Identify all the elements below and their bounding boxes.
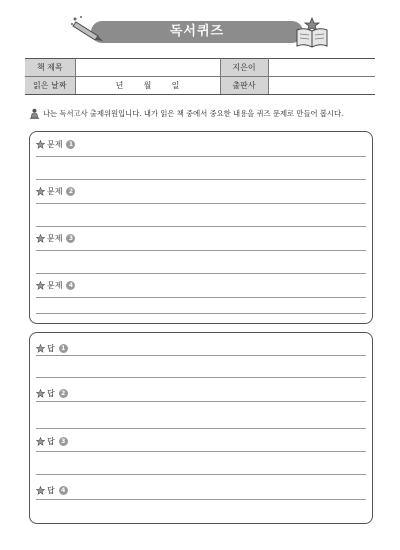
write-line[interactable] xyxy=(36,451,366,452)
table-row xyxy=(25,59,375,77)
write-line[interactable] xyxy=(36,297,366,298)
publisher-field[interactable] xyxy=(268,77,375,95)
author-label: 지은이 xyxy=(220,59,268,77)
instruction-text: 나는 독서고사 출제위원입니다. 내가 읽은 책 중에서 중요한 내용을 퀴즈 문제로 만들어 봅시다. xyxy=(43,108,344,118)
book-title-label: 책 제목 xyxy=(25,59,75,77)
read-date-field[interactable] xyxy=(75,77,220,95)
question-number: 3 xyxy=(66,234,75,243)
answer-item-2 xyxy=(36,388,68,399)
answer-number: 1 xyxy=(59,344,68,353)
star-icon xyxy=(36,486,45,495)
page-title: 독서퀴즈 xyxy=(169,24,225,39)
write-line[interactable] xyxy=(36,401,366,402)
question-number: 1 xyxy=(66,140,75,149)
question-item-1 xyxy=(36,139,75,150)
write-line[interactable] xyxy=(36,273,366,274)
answer-item-4 xyxy=(36,485,68,496)
star-icon xyxy=(36,389,45,398)
question-item-2 xyxy=(36,186,75,197)
instruction xyxy=(29,108,343,119)
read-date-label: 읽은 날짜 xyxy=(25,77,75,95)
month-label: 월 xyxy=(143,81,152,90)
questions-box xyxy=(29,131,373,324)
write-line[interactable] xyxy=(36,203,366,204)
day-label: 일 xyxy=(171,81,180,90)
answer-number: 2 xyxy=(59,389,68,398)
write-line[interactable] xyxy=(36,474,366,475)
star-icon xyxy=(36,140,45,149)
question-label: 문제 xyxy=(47,187,63,196)
title-banner xyxy=(91,21,303,43)
person-icon xyxy=(29,108,40,119)
year-label: 년 xyxy=(115,81,124,90)
star-icon xyxy=(36,187,45,196)
answer-number: 3 xyxy=(59,437,68,446)
author-field[interactable] xyxy=(268,59,375,77)
star-icon xyxy=(36,344,45,353)
write-line[interactable] xyxy=(36,499,366,500)
question-label: 문제 xyxy=(47,234,63,243)
star-icon xyxy=(36,281,45,290)
write-line[interactable] xyxy=(36,179,366,180)
answer-number: 4 xyxy=(59,486,68,495)
star-icon xyxy=(36,437,45,446)
question-item-4 xyxy=(36,280,75,291)
answer-item-1 xyxy=(36,343,68,354)
answer-label: 답 xyxy=(47,437,55,446)
question-number: 4 xyxy=(66,281,75,290)
write-line[interactable] xyxy=(36,355,366,356)
write-line[interactable] xyxy=(36,250,366,251)
write-line[interactable] xyxy=(36,226,366,227)
write-line[interactable] xyxy=(36,377,366,378)
write-line[interactable] xyxy=(36,428,366,429)
pencil-icon xyxy=(70,14,106,44)
star-icon xyxy=(36,234,45,243)
book-info-table xyxy=(25,58,375,95)
answer-item-3 xyxy=(36,436,68,447)
question-label: 문제 xyxy=(47,281,63,290)
question-number: 2 xyxy=(66,187,75,196)
answer-label: 답 xyxy=(47,344,55,353)
question-item-3 xyxy=(36,233,75,244)
answers-box xyxy=(29,332,373,524)
answer-label: 답 xyxy=(47,389,55,398)
table-row xyxy=(25,77,375,95)
write-line[interactable] xyxy=(36,313,366,314)
book-title-field[interactable] xyxy=(75,59,220,77)
publisher-label: 출판사 xyxy=(220,77,268,95)
book-icon xyxy=(294,14,330,48)
answer-label: 답 xyxy=(47,486,55,495)
question-label: 문제 xyxy=(47,140,63,149)
write-line[interactable] xyxy=(36,156,366,157)
